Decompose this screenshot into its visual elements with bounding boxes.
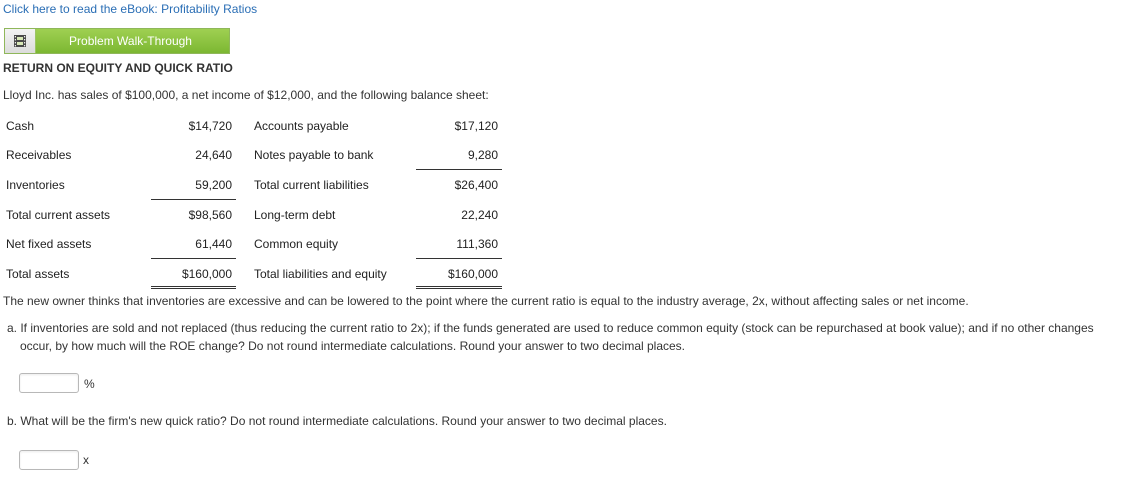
bs-left-value: 59,200 [195,178,232,192]
ebook-link[interactable]: Click here to read the eBook: Profitability Ratios [3,2,258,16]
question-a [7,319,1112,355]
bs-right-label: Common equity [254,237,339,251]
bs-right-value: $26,400 [454,178,498,192]
total-double-rule [151,286,236,287]
problem-walkthrough-button[interactable] [4,28,230,54]
bs-right-value: $160,000 [447,267,498,281]
bs-right-value: 22,240 [461,208,498,222]
question-b [7,412,1112,430]
bs-left-value: $14,720 [188,119,232,133]
subtotal-rule [416,258,502,259]
bs-right-label: Notes payable to bank [254,148,374,162]
bs-left-label: Receivables [6,148,72,162]
bs-left-label: Cash [6,119,35,133]
total-double-rule [151,288,236,289]
total-double-rule [416,288,502,289]
total-double-rule [416,286,502,287]
subtotal-rule [416,169,502,170]
quick-ratio-input[interactable] [19,450,79,470]
bs-right-value: 9,280 [467,148,498,162]
roe-change-input[interactable] [19,373,79,393]
bs-right-label: Long-term debt [254,208,336,222]
bs-right-value: $17,120 [454,119,498,133]
bs-left-value: $98,560 [188,208,232,222]
problem-heading: RETURN ON EQUITY AND QUICK RATIO [3,61,233,75]
question-a-line2: occur, by how much will the ROE change? Do not round intermediate calculations. Round your answer to two decimal places. [20,339,686,353]
question-b-text: b. What will be the firm's new quick ratio? Do not round intermediate calculations. Round your answer to two decimal places. [7,414,667,428]
subtotal-rule [151,258,236,259]
statement-text: The new owner thinks that inventories are excessive and can be lowered to the point where the current ratio is equal to the industry average, 2x, without affecting sales or net income. [3,294,969,308]
bs-right-label: Total liabilities and equity [254,267,387,281]
intro-text: Lloyd Inc. has sales of $100,000, a net income of $12,000, and the following balance sheet: [3,88,489,102]
bs-left-value: $160,000 [181,267,232,281]
question-a-line1: a. If inventories are sold and not replaced (thus reducing the current ratio to 2x); if the funds generated are used to reduce common equity (stock can be repurchased at book value); and if no other changes [7,321,1094,335]
bs-left-value: 24,640 [195,148,232,162]
times-unit: x [83,453,89,467]
walkthrough-label: Problem Walk-Through [36,29,229,53]
bs-left-label: Total current assets [6,208,111,222]
bs-left-label: Net fixed assets [6,237,92,251]
percent-unit: % [84,377,95,391]
bs-right-label: Accounts payable [254,119,349,133]
subtotal-rule [151,199,236,200]
bs-left-value: 61,440 [195,237,232,251]
bs-left-label: Inventories [6,178,65,192]
bs-right-label: Total current liabilities [254,178,369,192]
bs-right-value: 111,360 [456,237,498,251]
bs-left-label: Total assets [6,267,70,281]
film-icon [5,29,36,53]
